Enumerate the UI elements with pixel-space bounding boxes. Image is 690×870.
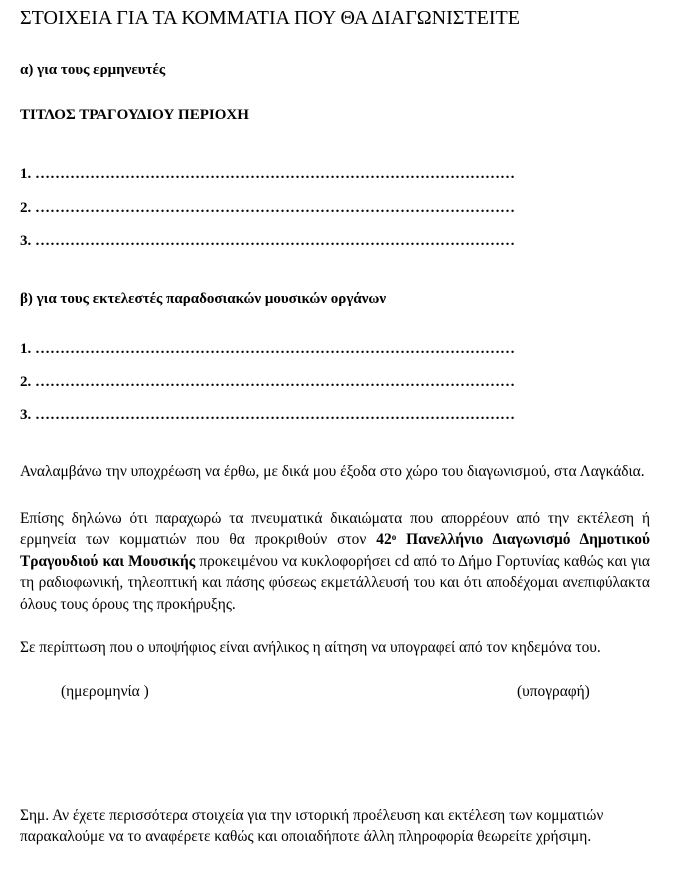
date-label: (ημερομηνία )	[61, 683, 149, 700]
declaration-p2-start: Επίσης δηλώνω ότι παραχωρώ τα πνευματικά δικαιώματα που απορρέουν από την εκτέλεση ή ερμηνεία των κομματιών που θα προκριθούν στον	[20, 510, 650, 549]
competition-number: 42	[376, 531, 392, 549]
form-title: ΣΤΟΙΧΕΙΑ ΓΙΑ ΤΑ ΚΟΜΜΑΤΙΑ ΠΟΥ ΘΑ ΔΙΑΓΩΝΙΣΤΕΙΤΕ	[20, 7, 520, 29]
column-header: ΤΙΤΛΟΣ ΤΡΑΓΟΥΔΙΟΥ ΠΕΡΙΟΧΗ	[20, 107, 249, 123]
declaration-paragraph-1: Αναλαμβάνω την υποχρέωση να έρθω, με δικά μου έξοδα στο χώρο του διαγωνισμού, στα Λαγκάδια.	[20, 463, 645, 480]
note-paragraph: Σημ. Αν έχετε περισσότερα στοιχεία για την ιστορική προέλευση και εκτέλεση των κομματιών παρακαλούμε να το αναφέρετε καθώς και οποιαδήποτε άλλη πληροφορία θεωρείτε χρήσιμη.	[20, 807, 604, 846]
entry-line-a-1[interactable]: 1. ……………………………………………………………………………………	[20, 166, 515, 182]
entry-line-b-1[interactable]: 1. ……………………………………………………………………………………	[20, 341, 515, 357]
section-a-heading: α) για τους ερμηνευτές	[20, 62, 166, 78]
ordinal-superscript: ο	[391, 532, 397, 543]
section-b-heading: β) για τους εκτελεστές παραδοσιακών μουσικών οργάνων	[20, 291, 387, 307]
declaration-p2-end: προκειμένου να κυκλοφορήσει cd από το Δήμο Γορτυνίας καθώς και για τη ραδιοφωνική, τηλεοπτική και πάσης φύσεως εκμετάλλευσή του και ότι αποδέχομαι ανεπιφύλακτα όλους τους όρους της προκήρυξης.	[20, 552, 650, 613]
entry-line-a-2[interactable]: 2. ……………………………………………………………………………………	[20, 200, 515, 216]
entry-line-b-2[interactable]: 2. ……………………………………………………………………………………	[20, 374, 515, 390]
entry-line-a-3[interactable]: 3. ……………………………………………………………………………………	[20, 233, 515, 249]
competition-name: Πανελλήνιο Διαγωνισμό Δημοτικού Τραγουδιού και Μουσικής	[20, 531, 650, 570]
entry-line-b-3[interactable]: 3. ……………………………………………………………………………………	[20, 407, 515, 423]
declaration-paragraph-3: Σε περίπτωση που ο υποψήφιος είναι ανήλικος η αίτηση να υπογραφεί από τον κηδεμόνα του.	[20, 639, 601, 656]
declaration-paragraph-2	[20, 508, 650, 615]
signature-label: (υπογραφή)	[517, 683, 590, 700]
